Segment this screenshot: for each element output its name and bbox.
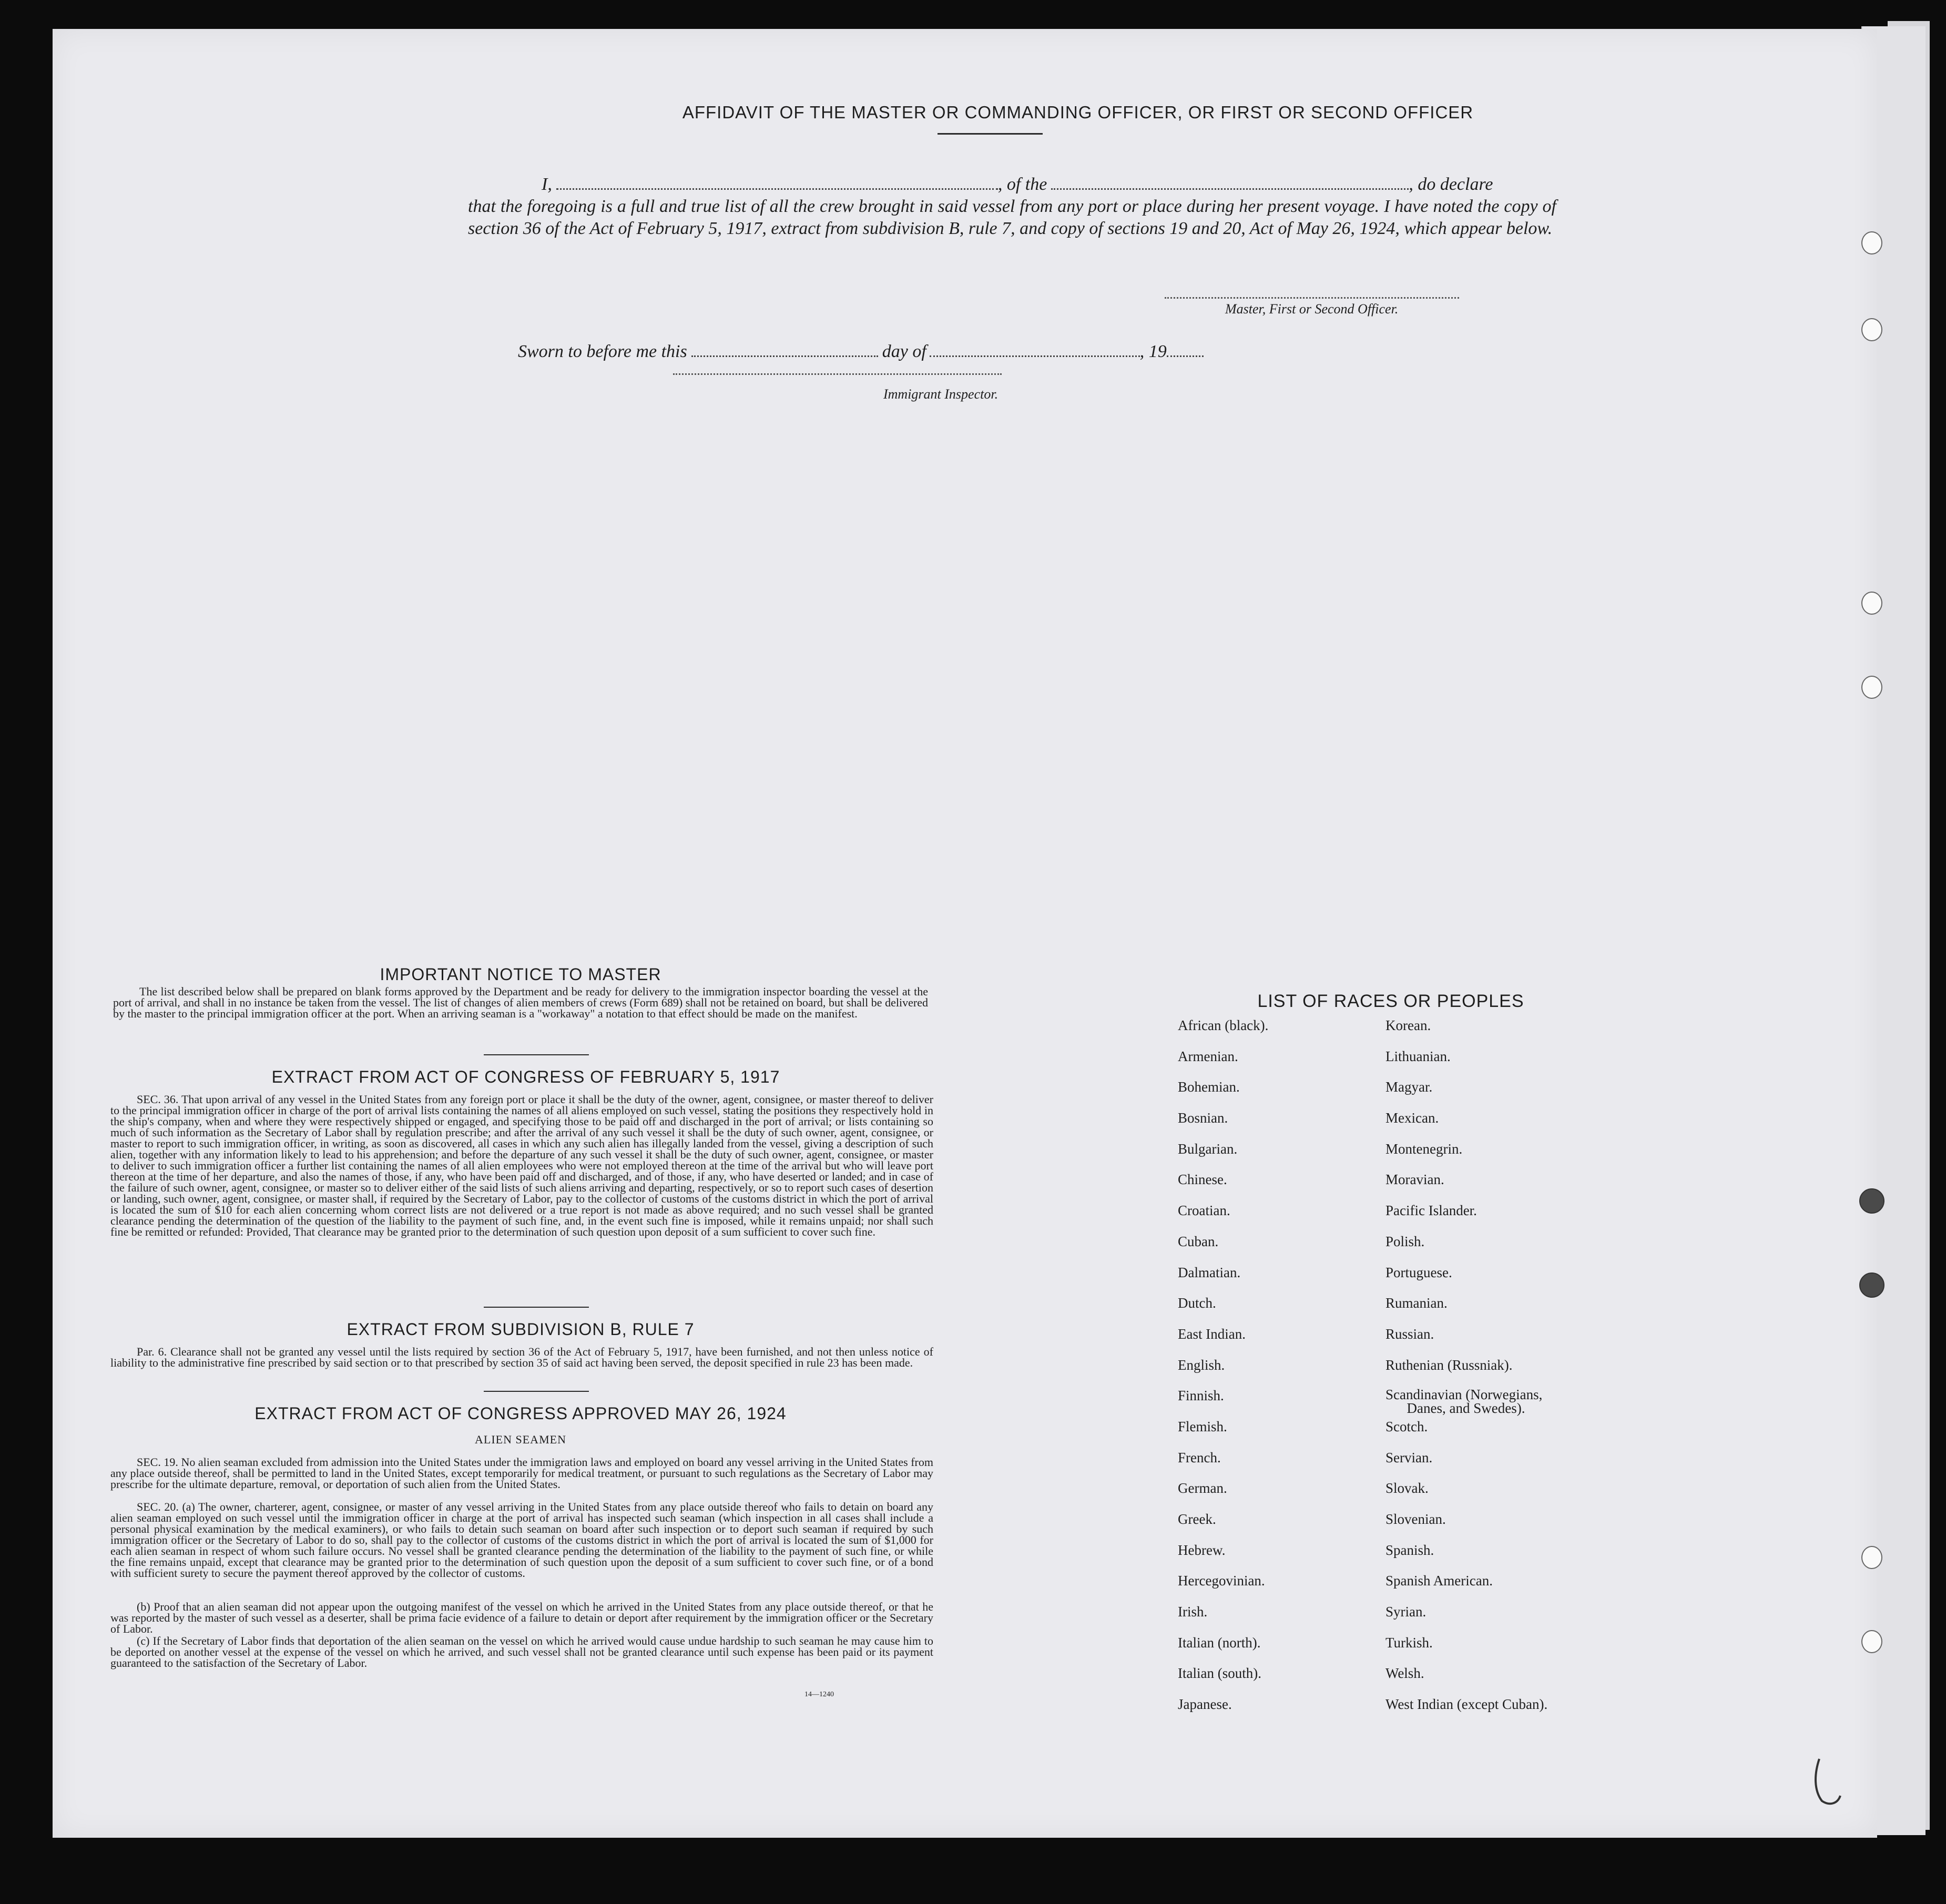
race-item: Polish. [1385,1233,1425,1249]
race-item: Korean. [1385,1017,1431,1033]
sec20b-text: (b) Proof that an alien seaman did not appear upon the outgoing manifest of the vessel on which he arrived in the United States from any place outside thereof, or that he was reported by the master of such vessel as a deserter, shall be prima facie evidence of a failure to detain or deport after requirement by the immigration officer or the Secretary of Labor. [110,1600,933,1635]
binder-hole [1861,318,1882,341]
vessel-field[interactable] [1051,175,1409,190]
notice-title: IMPORTANT NOTICE TO MASTER [380,965,661,984]
race-item: Japanese. [1178,1696,1232,1713]
race-item: Flemish. [1178,1418,1227,1434]
race-item: Scandinavian (Norwegians, Danes, and Swedes). [1385,1387,1543,1417]
race-item: Montenegrin. [1385,1141,1463,1157]
race-item: Cuban. [1178,1233,1219,1249]
race-item: Bohemian. [1178,1079,1240,1095]
document-page [53,29,1877,1838]
race-item: Mexican. [1385,1110,1439,1126]
notice-text: The list described below shall be prepared on blank forms approved by the Department and be ready for delivery to the immigration inspector boarding the vessel at the port of arrival, and shall in no instance be taken from the vessel. The list of changes of alien members of crews (Form 689) shall not be retained on board, but shall be delivered by the master to the principal immigration officer at the port. When an arriving seaman is a "workaway" a notation to that effect should be made on the manifest. [113,985,928,1020]
extract-1917-text: SEC. 36. That upon arrival of any vessel in the United States from any foreign port or place it shall be the duty of the owner, agent, consignee, or master thereof to deliver to the principal immigration officer in charge of the port of arrival lists containing the names of all aliens employed on such vessel, stating the positions they respectively hold in the ship's company, when and where they were respectively shipped or engaged, and specifying those to be paid off and discharged in the port of arrival; or lists containing so much of such information as the Secretary of Labor shall by regulation prescribe; and after the arrival of any such vessel it shall be the duty of such owner, agent, consignee, or master to report to such immigration officer, in writing, as soon as discovered, all cases in which any such alien has illegally landed from the vessel, giving a description of such alien, together with any information likely to lead to his apprehension; and before the departure of any such vessel it shall be the duty of such owner, agent, consignee, or master to deliver to such immigration officer a further list containing the names of all alien employees who were not employed thereon at the time of the arrival but who will leave port thereon at the time of her departure, and also the names of those, if any, who have been paid off and discharged, and of those, if any, who have deserted or landed; and in case of the failure of such owner, agent, consignee, or master so to deliver either of the said lists of such aliens arriving and departing, respectively, or so to report such cases of desertion or landing, such owner, agent, consignee, or master shall, if required by the Secretary of Labor, pay to the collector of customs of the customs district in which the port of arrival is located the sum of $10 for each alien concerning whom correct lists are not delivered or a true report is not made as above required; and no such vessel shall be granted clearance pending the determination of the question of the liability to the payment of such fine, and, in the event such fine is imposed, while it remains unpaid; nor shall such fine be remitted or refunded: Provided, That clearance may be granted prior to the determination of such question upon deposit of a sum sufficient to cover such fine. [110,1093,933,1238]
race-item: Finnish. [1178,1388,1224,1404]
binder-hole [1861,592,1882,615]
inspector-signature-line[interactable] [673,373,1002,375]
form-number: 14—1240 [804,1691,834,1698]
sec19-text: SEC. 19. No alien seaman excluded from admission into the United States under the immigration laws and employed on board any vessel arriving in the United States from any place outside thereof, shall be permitted to land in the United States, except temporarily for medical treatment, or pursuant to such regulations as the Secretary of Labor may prescribe for the ultimate departure, removal, or deportation of such alien from the United States. [110,1455,933,1491]
do-declare-label: , do declare [1409,175,1493,194]
year-prefix: , 19 [1139,342,1167,361]
race-item: Welsh. [1385,1665,1424,1682]
binder-hole [1861,231,1882,254]
divider-3 [484,1391,589,1392]
race-item: French. [1178,1449,1221,1465]
binder-hole-dark [1859,1188,1884,1214]
rule7-title: EXTRACT FROM SUBDIVISION B, RULE 7 [347,1320,695,1339]
race-item: Italian (north). [1178,1634,1261,1651]
race-item: East Indian. [1178,1326,1246,1342]
race-item: Irish. [1178,1604,1208,1620]
race-item: Moravian. [1385,1172,1444,1188]
binder-hole [1861,676,1882,699]
race-item: Scotch. [1385,1418,1428,1434]
race-item: Greek. [1178,1511,1216,1527]
race-item: Rumanian. [1385,1295,1448,1311]
i-label: I, [542,175,552,194]
extract-1924-title: EXTRACT FROM ACT OF CONGRESS APPROVED MAY 26, 1924 [254,1404,787,1423]
handwritten-mark [1809,1754,1851,1811]
affidavit-statement: that the foregoing is a full and true list of all the crew brought in said vessel from any port or place during her present voyage. I have noted the copy of section 36 of the Act of February 5, 1917, extract from subdivision B, rule 7, and copy of sections 19 and 20, Act of May 26, 1924, which appear below. [468,197,1556,238]
binder-hole [1861,1630,1882,1653]
sworn-label: Sworn to before me this [518,342,687,361]
race-item: Russian. [1385,1326,1434,1342]
of-the-label: , of the [997,175,1047,194]
race-item: Pacific Islander. [1385,1203,1477,1219]
race-item: Armenian. [1178,1048,1238,1064]
extract-1917-title: EXTRACT FROM ACT OF CONGRESS OF FEBRUARY 5, 1917 [271,1067,780,1086]
race-item: African (black). [1178,1017,1269,1033]
master-caption: Master, First or Second Officer. [1225,301,1399,317]
race-item: Hebrew. [1178,1542,1226,1558]
binder-hole [1861,1546,1882,1569]
day-field[interactable] [691,342,878,357]
master-signature-line[interactable] [1165,297,1459,299]
divider-2 [484,1307,589,1308]
affidavit-body [468,174,1556,240]
affidavit-title: AFFIDAVIT OF THE MASTER OR COMMANDING OFFICER, OR FIRST OR SECOND OFFICER [682,103,1474,122]
race-item: Bosnian. [1178,1110,1228,1126]
rule7-text: Par. 6. Clearance shall not be granted any vessel until the lists required by section 36 of the Act of February 5, 1917, have been furnished, and not then unless notice of liability to the administrative fine prescribed by said section or to that prescribed by section 35 of said act having been served, the deposit specified in rule 23 has been made. [110,1345,933,1369]
race-item: Dalmatian. [1178,1264,1241,1280]
binder-hole-dark [1859,1272,1884,1298]
name-field[interactable] [556,175,998,190]
race-item: Ruthenian (Russniak). [1385,1357,1513,1373]
race-item: Italian (south). [1178,1665,1261,1682]
race-item: Hercegovinian. [1178,1573,1265,1589]
inspector-caption: Immigrant Inspector. [883,386,999,402]
day-of-label: day of [882,342,926,361]
races-title: LIST OF RACES OR PEOPLES [1257,991,1524,1011]
race-item: Spanish American. [1385,1573,1493,1589]
divider-1 [484,1054,589,1055]
sec20c-text: (c) If the Secretary of Labor finds that deportation of the alien seaman on the vessel on which he arrived would cause undue hardship to such seaman he may cause him to be deported on another vessel at the expense of the vessel on which he arrived, and such vessel shall not be granted clearance until such expense has been paid or its payment guaranteed to the satisfaction of the Secretary of Labor. [110,1634,933,1669]
year-field[interactable] [1167,342,1204,357]
race-item: Spanish. [1385,1542,1434,1558]
sec20a-text: SEC. 20. (a) The owner, charterer, agent, consignee, or master of any vessel arriving in the United States from any place outside thereof who fails to detain on board any alien seaman employed on such vessel until the immigration officer in charge at the port of arrival has inspected such seaman (which inspection in all cases shall include a personal physical examination by the medical examiners), or who fails to detain such seaman on board after such inspection or to deport such seaman if required by such immigration officer or the Secretary of Labor to do so, shall pay to the collector of customs of the customs district in which the port of arrival is located the sum of $1,000 for each alien seaman in respect of whom such failure occurs. No vessel shall be granted clearance pending the determination of the liability to the payment of such fine, or while the fine remains unpaid, except that clearance may be granted prior to the determination of such question upon the deposit of a sum sufficient to cover such fine, or of a bond with sufficient surety to secure the payment thereof approved by the collector of customs. [110,1500,933,1580]
alien-seamen-subtitle: ALIEN SEAMEN [475,1433,566,1446]
month-field[interactable] [930,342,1140,357]
race-item: Bulgarian. [1178,1141,1238,1157]
declaration-line [468,174,1556,196]
sworn-line [518,342,1204,362]
race-item: Dutch. [1178,1295,1216,1311]
race-item: German. [1178,1480,1227,1496]
race-item: Slovak. [1385,1480,1429,1496]
race-item: West Indian (except Cuban). [1385,1696,1548,1713]
race-item: Portuguese. [1385,1264,1452,1280]
race-item: Magyar. [1385,1079,1433,1095]
race-item: Chinese. [1178,1172,1227,1188]
race-item: Slovenian. [1385,1511,1446,1527]
races-left-column [1178,1017,1268,1727]
races-right-column [1385,1017,1547,1727]
title-rule [938,133,1043,135]
race-item: Croatian. [1178,1203,1230,1219]
race-item: Turkish. [1385,1634,1433,1651]
race-item: Lithuanian. [1385,1048,1451,1064]
race-item: Syrian. [1385,1604,1427,1620]
race-item: English. [1178,1357,1225,1373]
race-item: Servian. [1385,1449,1433,1465]
